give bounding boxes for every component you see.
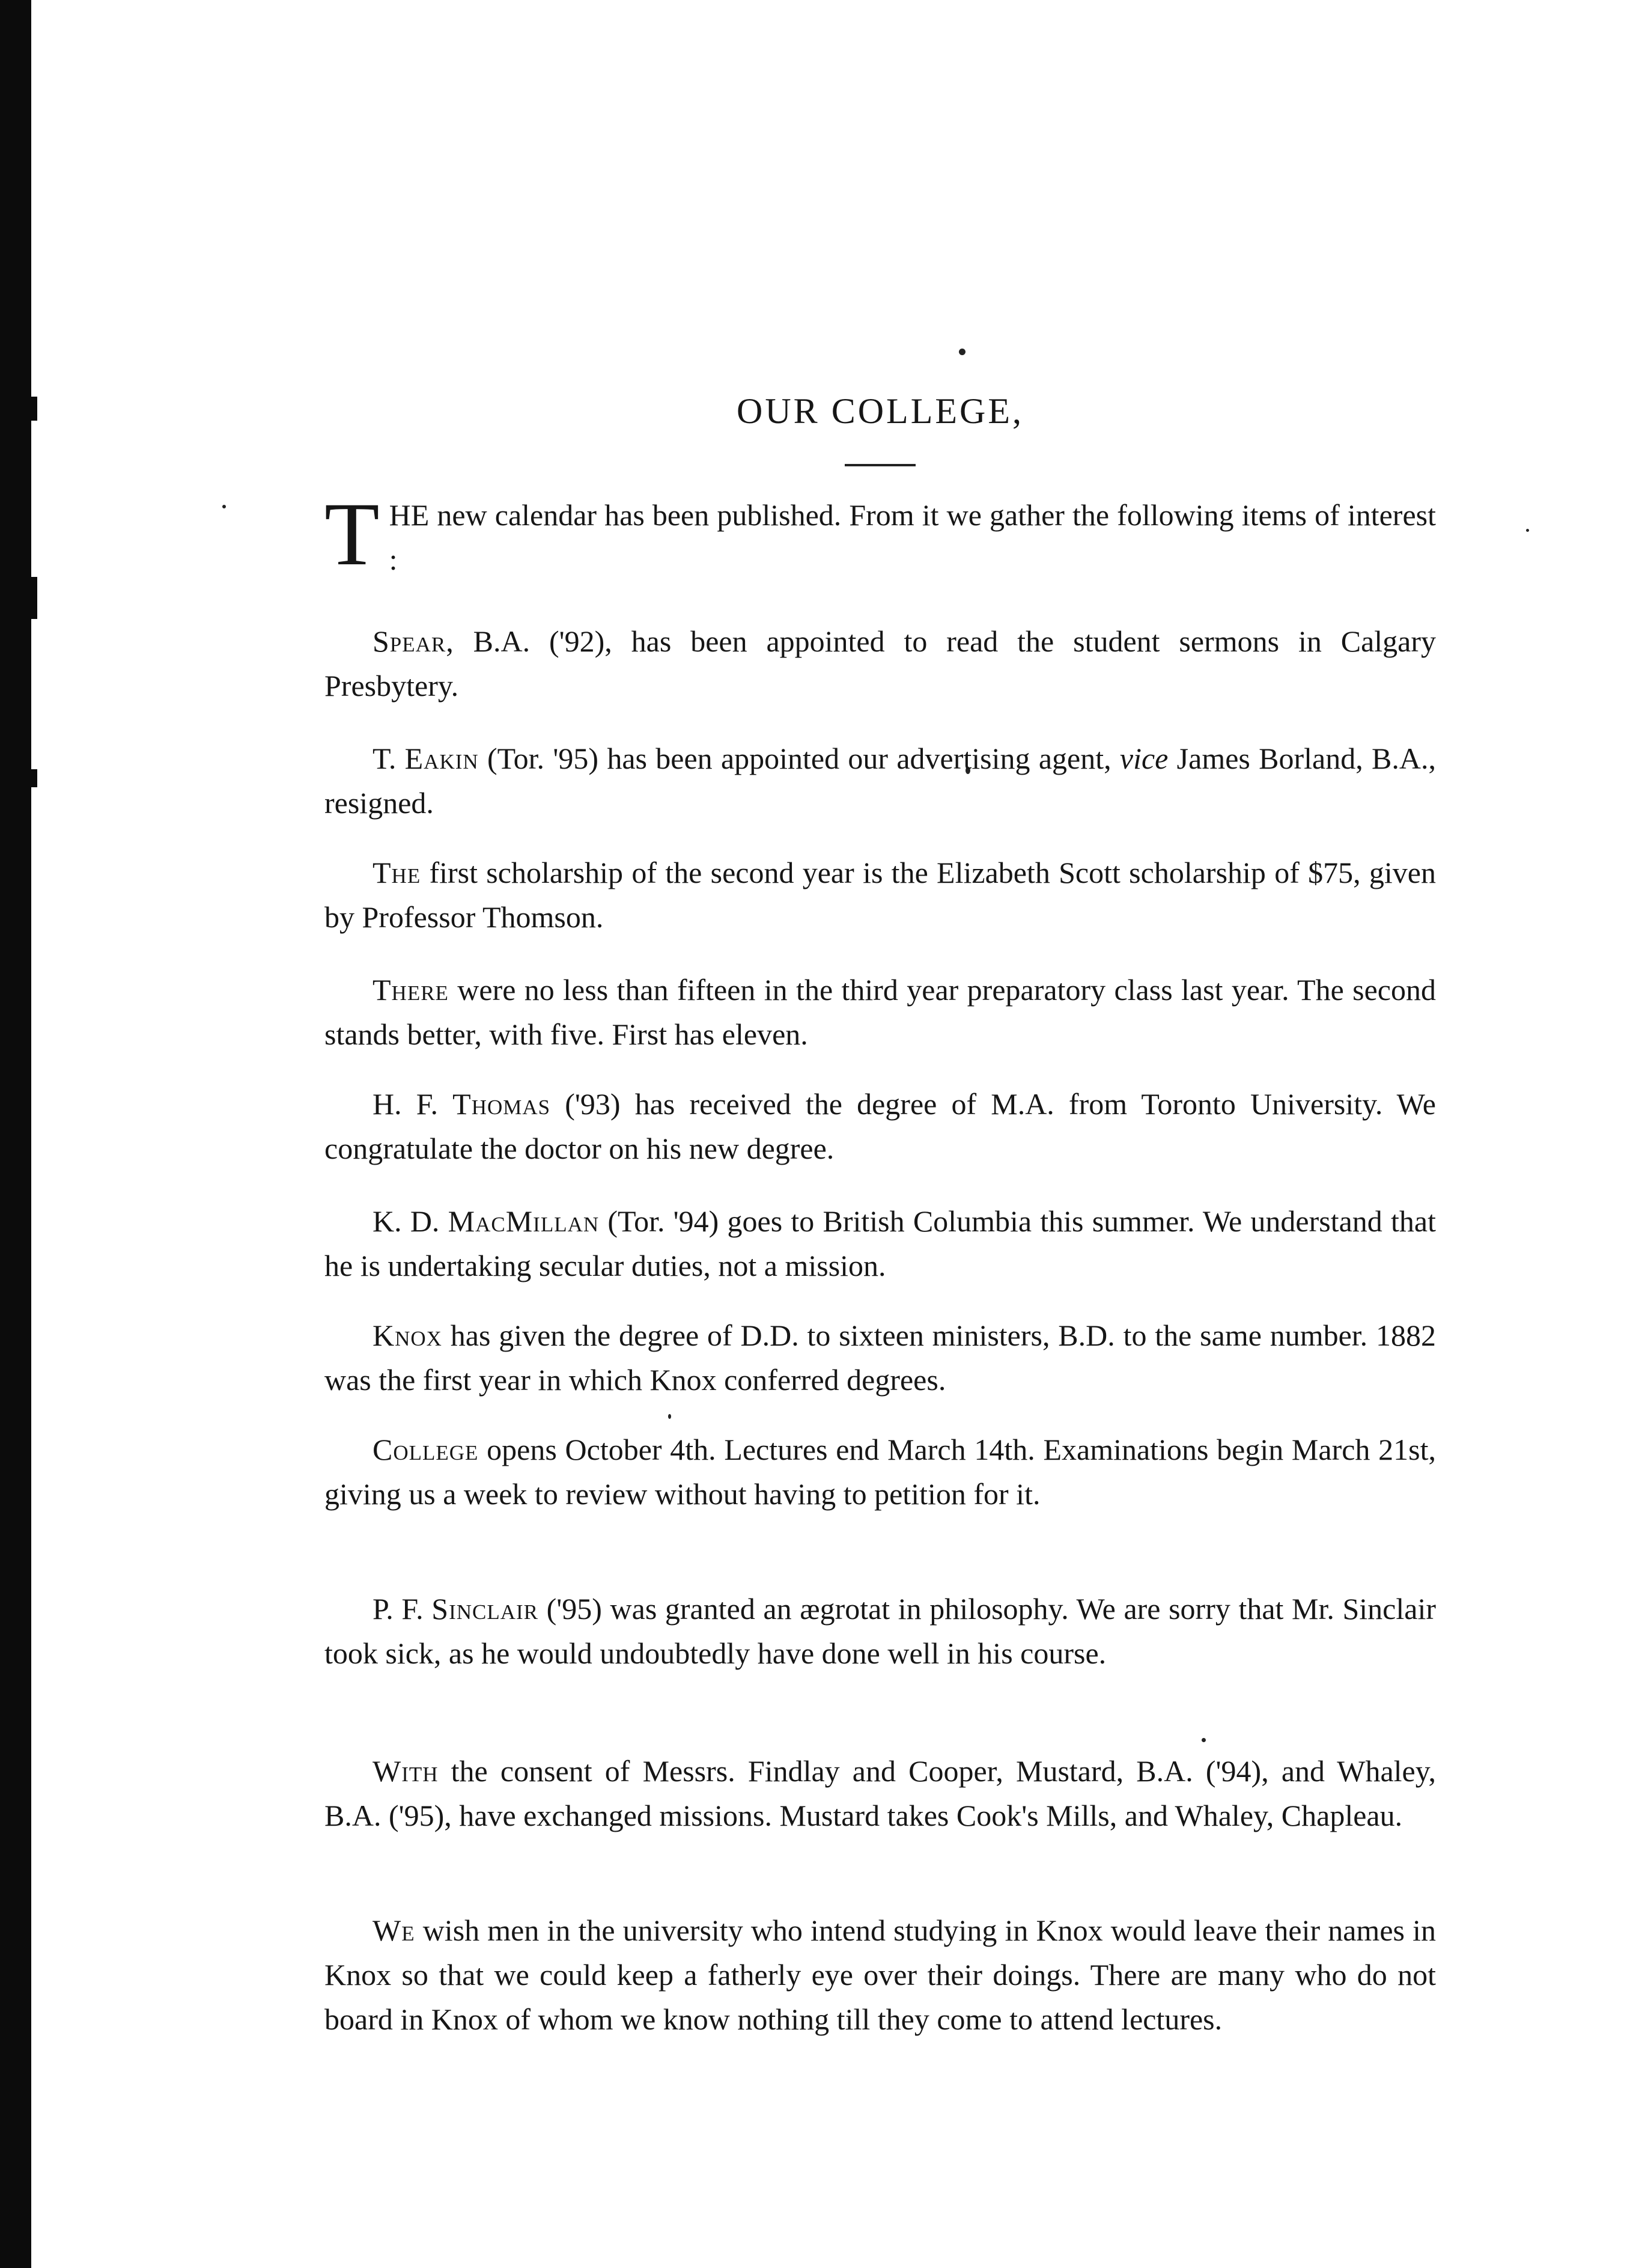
item-lead: Eakin <box>404 742 479 775</box>
news-item <box>324 968 1436 1056</box>
item-text: first scholarship of the second year is the Elizabeth Scott scholarship of $75, given by Professor Thomson. <box>324 856 1436 934</box>
item-prefix: K. D. <box>372 1204 448 1238</box>
intro-text: HE new calendar has been published. From it we gather the following items of interest : <box>389 498 1436 576</box>
news-item <box>324 1427 1436 1516</box>
item-lead: We <box>372 1913 415 1947</box>
item-text: were no less than fifteen in the third year preparatory class last year. The second stands better, with five. First has eleven. <box>324 973 1436 1051</box>
item-lead: MacMillan <box>448 1204 600 1238</box>
item-lead: With <box>372 1754 439 1788</box>
ink-speck <box>959 349 965 355</box>
item-text: has given the degree of D.D. to sixteen ministers, B.D. to the same number. 1882 was the first year in which Knox conferred degrees. <box>324 1318 1436 1397</box>
news-item <box>324 1749 1436 1838</box>
news-item <box>324 1908 1436 2041</box>
item-text: (Tor. '95) has been appointed our advertising agent, <box>478 742 1120 775</box>
binding-edge <box>0 0 31 2268</box>
news-item <box>324 850 1436 939</box>
news-item <box>324 1082 1436 1171</box>
item-text: (Tor. '94) goes to British Columbia this summer. We understand that he is undertaking secular duties, not a mission. <box>324 1204 1436 1282</box>
item-lead: Sinclair <box>431 1592 539 1626</box>
news-item <box>324 1313 1436 1402</box>
ink-speck <box>668 1414 671 1419</box>
binding-notch <box>31 769 37 787</box>
title-rule <box>845 464 916 466</box>
drop-cap: T <box>324 484 380 584</box>
item-lead: Thomas <box>452 1087 551 1121</box>
item-prefix: P. F. <box>372 1592 432 1626</box>
item-italic: vice <box>1119 742 1169 775</box>
item-text: the consent of Messrs. Findlay and Cooper, Mustard, B.A. ('94), and Whaley, B.A. ('95), have exchanged missions. Mustard takes Cook's Mills, and Whaley, Chapleau. <box>324 1754 1436 1832</box>
news-item <box>324 1587 1436 1675</box>
item-text: wish men in the university who intend studying in Knox would leave their names in Knox so that we could keep a fatherly eye over their doings. There are many who do not board in Knox of whom we know nothing till they come to attend lectures. <box>324 1913 1436 2036</box>
ink-speck <box>1202 1738 1206 1742</box>
intro-paragraph <box>324 484 1436 584</box>
item-prefix: T. <box>372 742 405 775</box>
news-item <box>324 1199 1436 1288</box>
item-tail: James Borland, B.A., resigned. <box>324 742 1436 820</box>
item-lead: College <box>372 1433 479 1466</box>
page-title: OUR COLLEGE, <box>737 391 1024 431</box>
ink-speck <box>222 505 226 508</box>
item-lead: There <box>372 973 449 1007</box>
item-lead: Spear, <box>372 624 454 658</box>
item-text: B.A. ('92), has been appointed to read the student sermons in Calgary Presbytery. <box>324 624 1436 703</box>
item-text: ('93) has received the degree of M.A. from Toronto University. We congratulate the doctor on his new degree. <box>324 1087 1436 1165</box>
news-item <box>324 736 1436 825</box>
binding-notch <box>31 397 37 421</box>
item-text: ('95) was granted an ægrotat in philosophy. We are sorry that Mr. Sinclair took sick, as he would undoubtedly have done well in his course. <box>324 1592 1436 1670</box>
item-lead: Knox <box>372 1318 442 1352</box>
ink-speck <box>1526 529 1529 532</box>
news-item <box>324 619 1436 708</box>
binding-notch <box>31 577 37 619</box>
item-prefix: H. F. <box>372 1087 453 1121</box>
item-text: opens October 4th. Lectures end March 14th. Examinations begin March 21st, giving us a week to review without having to petition for it. <box>324 1433 1436 1511</box>
item-lead: The <box>372 856 421 889</box>
